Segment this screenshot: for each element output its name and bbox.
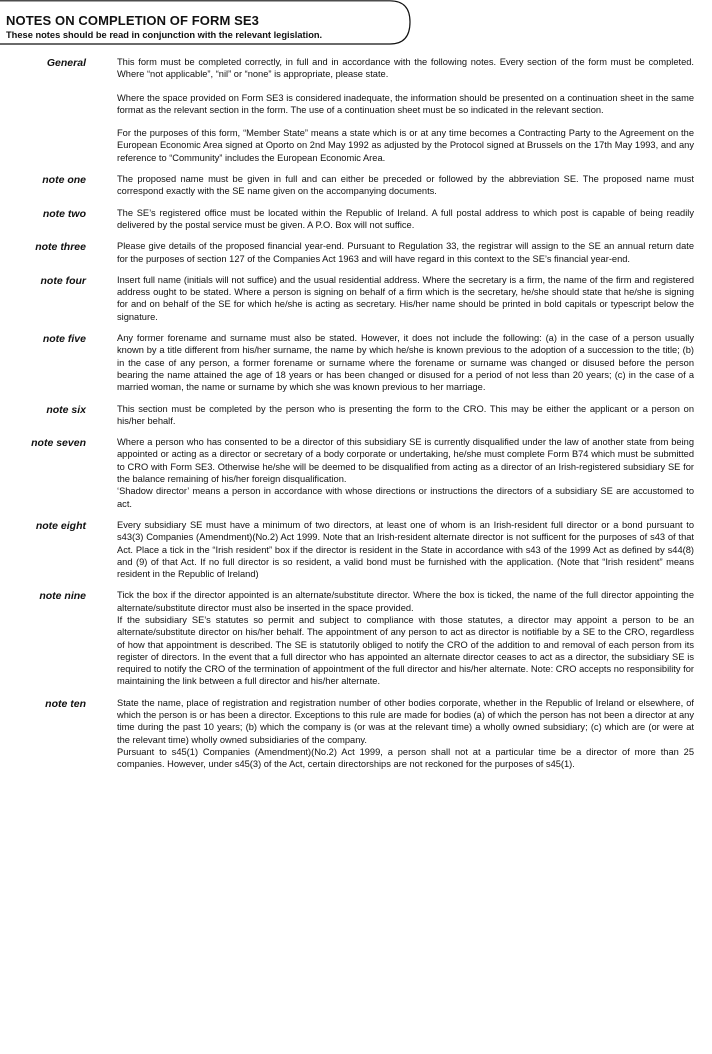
note-label: note ten [45, 697, 86, 710]
note-body [117, 403, 694, 428]
note-label: note two [42, 207, 86, 220]
note-label: note nine [39, 590, 86, 603]
note-paragraph: Please give details of the proposed financial year-end. Pursuant to Regulation 33, the registrar will assign to the SE an annual return date for the purposes of section 127 of the Companies Act 1963 and will have regard in this context to the SE’s financial year-end. [117, 241, 694, 264]
note-label: note five [42, 333, 86, 346]
note-paragraph: Any former forename and surname must also be stated. However, it does not include the following: (a) in the case of a person usually known by a title different from his/her surname, the name by which he/she is known previous to the adoption of a succession to the title; (b) in the case of any person, a former forename or surname where the forename or surname was changed or disused before the person bearing the name attained the age of 18 years or has been changed or disused for a period of not less than 20 years; (c) in the case of a married woman, the name or surname by which she was known previous to her marriage. [117, 333, 694, 393]
note-label: note four [40, 274, 86, 287]
note-paragraph: Where the space provided on Form SE3 is considered inadequate, the information should be presented on a continuation sheet in the same format as the relevant section in the form. The use of a continuation sheet must be so indicated in the relevant section. [117, 92, 694, 115]
note-label: note three [35, 241, 86, 254]
note-four [0, 274, 712, 323]
note-paragraph: If the subsidiary SE’s statutes so permit and subject to compliance with those statutes, a director may appoint a person to be an alternate/substitute director on his/her behalf. The appointment of any person to act as director is notifiable by a SE to the CRO, regardless of how that appointment is described. The SE is statutorily obliged to notify the CRO of the addition to and removal of each person from its register of directors. In the event that a full director who has appointed an alternate director ceases to act as a director, the subsidiary SE is required to notify the CRO of the termination of appointment of the full director and his/her alternate. Note: CRO accepts no responsibility for maintaining the link between a full director and his/her alternate. [117, 614, 694, 687]
note-label: note eight [35, 519, 86, 532]
note-body [117, 519, 694, 580]
note-label: note six [46, 403, 86, 416]
notes-list [0, 56, 712, 780]
note-nine [0, 589, 712, 687]
note-label: note one [42, 174, 86, 187]
note-body [117, 697, 694, 771]
note-body [117, 207, 694, 232]
note-paragraph: This section must be completed by the person who is presenting the form to the CRO. This may be either the applicant or a person on his/her behalf. [117, 403, 694, 426]
note-body [117, 436, 694, 510]
note-paragraph: Insert full name (initials will not suffice) and the usual residential address. Where the secretary is a firm, the name of the firm and registered address ought to be stated. Where a person is signing on behalf of a firm which is the secretary, he/she should state that he/she is signing for and on behalf of the SE for which he/she is acting as secretary. His/her name should be printed in bold capitals or typescript below the signature. [117, 274, 694, 322]
note-five [0, 332, 712, 393]
note-general [0, 56, 712, 164]
note-paragraph: Where a person who has consented to be a director of this subsidiary SE is currently disqualified under the law of another state from being appointed or acting as a director or secretary of a body corporate or undertaking, he/she must complete Form B74 which must be submitted to CRO with Form SE3. Otherwise he/she will be deemed to be disqualified from acting as a director of an Irish-registered subsidiary SE for the balance remaining of his/her foreign disqualification. [117, 437, 694, 485]
note-paragraph: Every subsidiary SE must have a minimum of two directors, at least one of whom is an Irish-resident full director or a bond pursuant to s43(3) Companies (Amendment)(No.2) Act 1999. Note that an Irish-resident alternate director is not sufficent for the purposes of s43 of that Act. Place a tick in the “Irish resident” box if the director is resident in the State in accordance with s43 of the 1999 Act as defined by s44(8) and (9) of that Act. If no full director is so resident, a valid bond must be furnished with the application. (Note that “Irish resident” means resident in the Republic of Ireland) [117, 519, 694, 580]
page-subtitle: These notes should be read in conjunction with the relevant legislation. [6, 30, 323, 40]
note-three [0, 240, 712, 265]
note-paragraph: The SE’s registered office must be located within the Republic of Ireland. A full postal address to which post is capable of being readily delivered by the postal service must be given. A P.O. Box will not suffice. [117, 207, 694, 230]
note-body [117, 240, 694, 265]
note-paragraph: State the name, place of registration and registration number of other bodies corporate, whether in the Republic of Ireland or elsewhere, of which the person is or has been a director. Exceptions to this rule are made for bodies (a) of which the person has not been a director at any time during the past 10 years; (b) which the company is (or was at the relevant time) a wholly owned subsidiary; (c) which are (or were at the relevant time) wholly owned subsidiaries of the company. [117, 697, 694, 745]
note-body [117, 332, 694, 393]
page-title: NOTES ON COMPLETION OF FORM SE3 [6, 13, 260, 28]
note-paragraph: The proposed name must be given in full and can either be preceded or followed by the abbreviation SE. The proposed name must correspond exactly with the SE name given on the accompanying documents. [117, 174, 694, 197]
note-label: General [46, 57, 86, 69]
note-body [117, 274, 694, 323]
note-body [117, 173, 694, 198]
note-label: note seven [31, 437, 86, 450]
note-paragraph: Tick the box if the director appointed is an alternate/substitute director. Where the box is ticked, the name of the full director appointing the alternate/substitute director must also be inserted in the space provided. [117, 590, 694, 613]
note-two [0, 207, 712, 232]
note-ten [0, 697, 712, 771]
note-paragraph: For the purposes of this form, “Member State” means a state which is or at any time becomes a Contracting Party to the Agreement on the European Economic Area signed at Oporto on 2nd May 1992 as adjusted by the Protocol signed at Brussels on the 17th May 1993, and any reference to “Community” includes the European Economic Area. [117, 128, 694, 163]
note-body [117, 589, 694, 687]
note-seven [0, 436, 712, 510]
form-header [0, 0, 410, 44]
note-paragraph: ‘Shadow director’ means a person in accordance with whose directions or instructions the directors of a subsidiary SE are accustomed to act. [117, 486, 694, 509]
note-paragraph: Pursuant to s45(1) Companies (Amendment)(No.2) Act 1999, a person shall not at a particular time be a director of more than 25 companies. However, under s45(3) of the Act, certain directorships are not reckoned for the purposes of s45(1). [117, 746, 694, 770]
note-eight [0, 519, 712, 580]
note-paragraph: This form must be completed correctly, in full and in accordance with the following notes. Every section of the form must be completed. Where “not applicable”, “nil” or “none” is appropriate, please state. [117, 57, 694, 80]
note-six [0, 403, 712, 428]
note-body [117, 56, 694, 164]
note-one [0, 173, 712, 198]
